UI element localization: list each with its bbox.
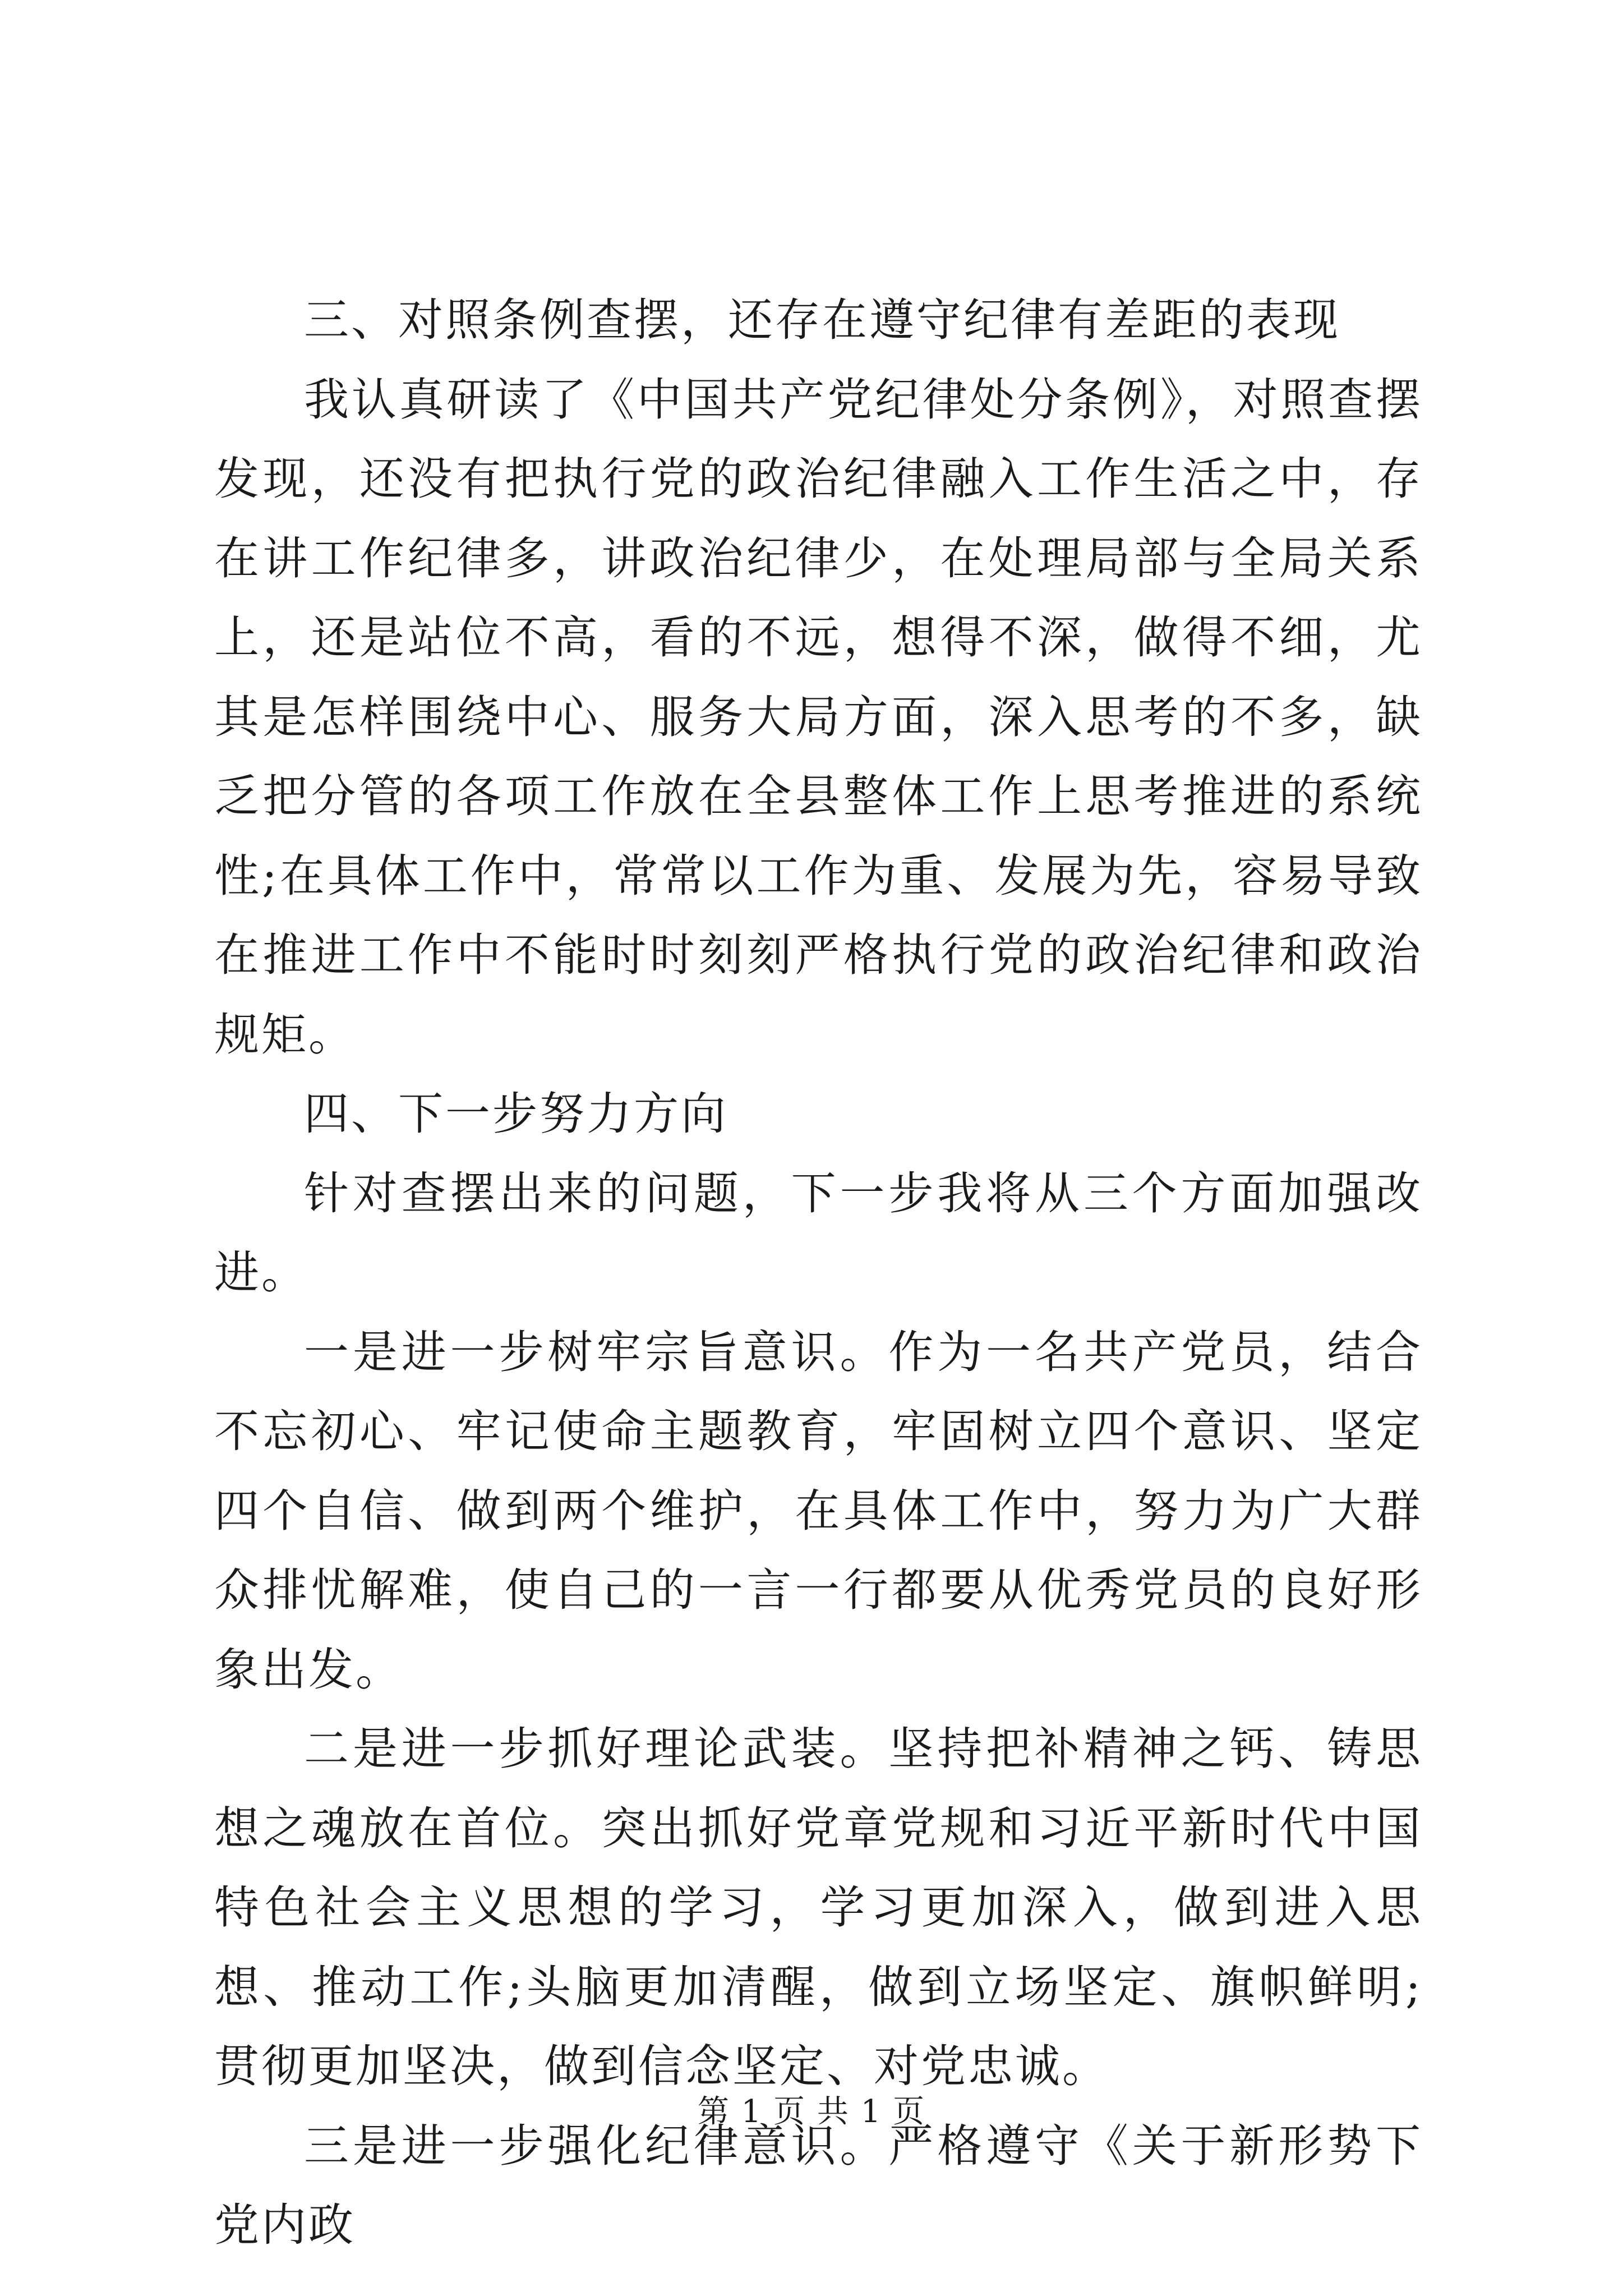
- body-paragraph: 三是进一步强化纪律意识。严格遵守《关于新形势下党内政: [214, 2119, 1423, 2251]
- section-heading-3: 三、对照条例查摆，还存在遵守纪律有差距的表现: [304, 294, 1340, 346]
- body-paragraph: 针对查摆出来的问题，下一步我将从三个方面加强改进。: [214, 1167, 1423, 1299]
- body-paragraph: 我认真研读了《中国共产党纪律处分条例》，对照查摆发现，还没有把执行党的政治纪律融入工作生活之中，存在讲工作纪律多，讲政治纪律少，在处理局部与全局关系上，还是站位不高，看的不远，想得不深，做得不细，尤其是怎样围绕中心、服务大局方面，深入思考的不多，缺乏把分管的各项工作放在全县整体工作上思考推进的系统性;在具体工作中，常常以工作为重、发展为先，容易导致在推进工作中不能时时刻刻严格执行党的政治纪律和政治规矩。: [214, 373, 1423, 1061]
- page-footer: 第 1 页 共 1 页: [697, 2093, 926, 2130]
- body-paragraph: 一是进一步树牢宗旨意识。作为一名共产党员，结合不忘初心、牢记使命主题教育，牢固树立四个意识、坚定四个自信、做到两个维护，在具体工作中，努力为广大群众排忧解难，使自己的一言一行都要从优秀党员的良好形象出发。: [214, 1326, 1423, 1696]
- section-heading-4: 四、下一步努力方向: [304, 1088, 728, 1140]
- body-paragraph: 二是进一步抓好理论武装。坚持把补精神之钙、铸思想之魂放在首位。突出抓好党章党规和习近平新时代中国特色社会主义思想的学习，学习更加深入，做到进入思想、推动工作;头脑更加清醒，做到立场坚定、旗帜鲜明;贯彻更加坚决，做到信念坚定、对党忠诚。: [214, 1723, 1423, 2092]
- document-body: [214, 280, 1423, 2265]
